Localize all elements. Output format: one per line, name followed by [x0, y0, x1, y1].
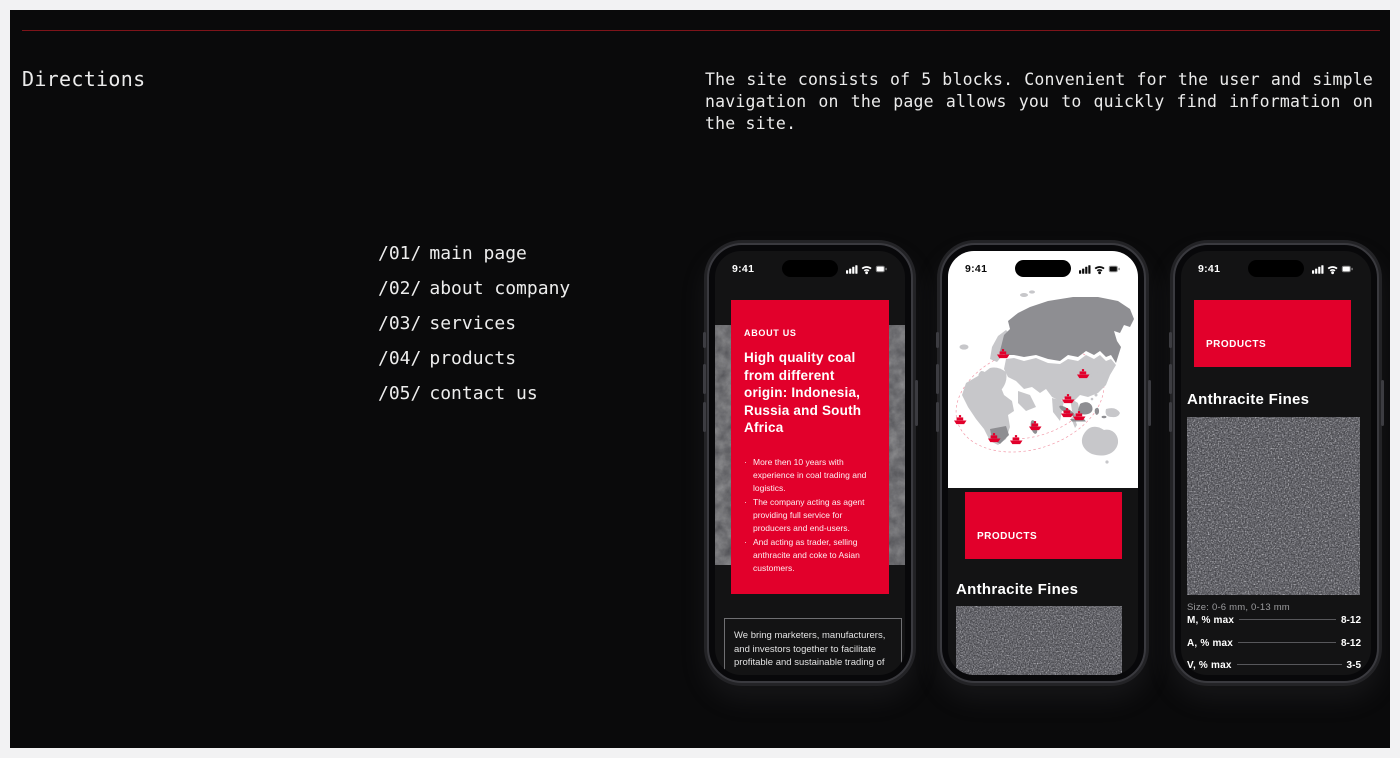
bullet-dot: ·: [744, 456, 747, 467]
nav-item-products[interactable]: [378, 341, 570, 376]
spec-value: 3-5: [1346, 660, 1361, 671]
signal-wifi-battery-icons: [846, 263, 888, 275]
leader-line: [1238, 642, 1336, 643]
signal-wifi-battery-icons: [1079, 263, 1121, 275]
size-note: Size: 0-6 mm, 0-13 mm: [1187, 602, 1290, 613]
nav-item-label: products: [429, 348, 517, 369]
status-time: 9:41: [1198, 262, 1221, 275]
top-divider-rule: [22, 30, 1380, 31]
volume-down-button: [703, 402, 706, 432]
bullet-text: The company acting as agent providing full service for producers and end-users.: [753, 496, 865, 533]
phone-mockup-about: [704, 240, 916, 686]
power-button: [1381, 380, 1384, 426]
dynamic-island: [1015, 260, 1071, 277]
spec-row: [1187, 615, 1361, 638]
products-button[interactable]: PRODUCTS: [1194, 300, 1351, 367]
phone-mockup-product: [1170, 240, 1382, 686]
nav-item-services[interactable]: [378, 306, 570, 341]
dynamic-island: [782, 260, 838, 277]
mute-switch: [1169, 332, 1172, 348]
phone-frame: [707, 243, 913, 683]
spec-row: [1187, 660, 1361, 675]
bullet-item: [744, 456, 876, 495]
nav-item-number: /01/: [378, 243, 422, 264]
bullet-dot: ·: [744, 496, 747, 507]
nav-item-number: /03/: [378, 313, 422, 334]
phone-mockup-map: [937, 240, 1149, 686]
volume-down-button: [1169, 402, 1172, 432]
page-title: Directions: [22, 67, 146, 91]
signal-wifi-battery-icons: [1312, 263, 1354, 275]
nav-item-number: /02/: [378, 278, 422, 299]
spec-label: A, % max: [1187, 637, 1234, 649]
nav-item-label: about company: [429, 278, 571, 299]
spec-label: V, % max: [1187, 660, 1232, 671]
status-time: 9:41: [965, 262, 988, 275]
nav-item-number: /05/: [378, 383, 422, 404]
slide-canvas: [10, 10, 1390, 748]
volume-down-button: [936, 402, 939, 432]
product-title: Anthracite Fines: [1187, 391, 1310, 408]
dynamic-island: [1248, 260, 1304, 277]
phone-frame: [1173, 243, 1379, 683]
section-label: ABOUT US: [744, 328, 797, 338]
spec-row: [1187, 638, 1361, 661]
power-button: [1148, 380, 1151, 426]
spec-table: [1187, 615, 1361, 675]
leader-line: [1239, 619, 1336, 620]
nav-item-contact-us[interactable]: [378, 376, 570, 411]
bullet-text: More then 10 years with experience in coal trading and logistics.: [753, 456, 867, 493]
nav-item-label: services: [429, 313, 517, 334]
product-title: Anthracite Fines: [956, 581, 1079, 598]
spec-label: M, % max: [1187, 615, 1235, 626]
phone-frame: [940, 243, 1146, 683]
volume-up-button: [936, 364, 939, 394]
nav-item-label: main page: [429, 243, 527, 264]
map-screen: [948, 251, 1138, 675]
about-us-card: [731, 300, 889, 594]
bullet-text: And acting as trader, selling anthracite and coke to Asian customers.: [753, 536, 860, 573]
status-time: 9:41: [732, 262, 755, 275]
bullet-item: [744, 536, 876, 575]
spec-value: 8-12: [1340, 615, 1361, 626]
power-button: [915, 380, 918, 426]
nav-item-label: contact us: [429, 383, 538, 404]
about-screen: [715, 251, 905, 675]
nav-item-number: /04/: [378, 348, 422, 369]
product-screen: [1181, 251, 1371, 675]
bullet-item: [744, 496, 876, 535]
world-map: [948, 251, 1138, 488]
coal-product-image: [956, 606, 1122, 675]
leader-line: [1237, 664, 1342, 665]
mute-switch: [703, 332, 706, 348]
about-bullet-list: [744, 456, 876, 575]
volume-up-button: [703, 364, 706, 394]
products-button[interactable]: PRODUCTS: [965, 492, 1122, 559]
about-heading: High quality coal from different origin: Indonesia, Russia and South Africa: [744, 350, 862, 435]
mission-note-box: We bring marketers, manufacturers, and investors together to facilitate profitable and sustainable trading of: [724, 618, 902, 675]
mute-switch: [936, 332, 939, 348]
coal-product-image: [1187, 417, 1360, 595]
volume-up-button: [1169, 364, 1172, 394]
site-sections-list: [378, 236, 570, 411]
intro-paragraph: The site consists of 5 blocks. Convenient for the user and simple navigation on the page allows you to quickly find information on the site.: [705, 70, 1373, 133]
nav-item-main-page[interactable]: [378, 236, 570, 271]
spec-value: 8-12: [1340, 637, 1361, 649]
bullet-dot: ·: [744, 536, 747, 547]
nav-item-about-company[interactable]: [378, 271, 570, 306]
